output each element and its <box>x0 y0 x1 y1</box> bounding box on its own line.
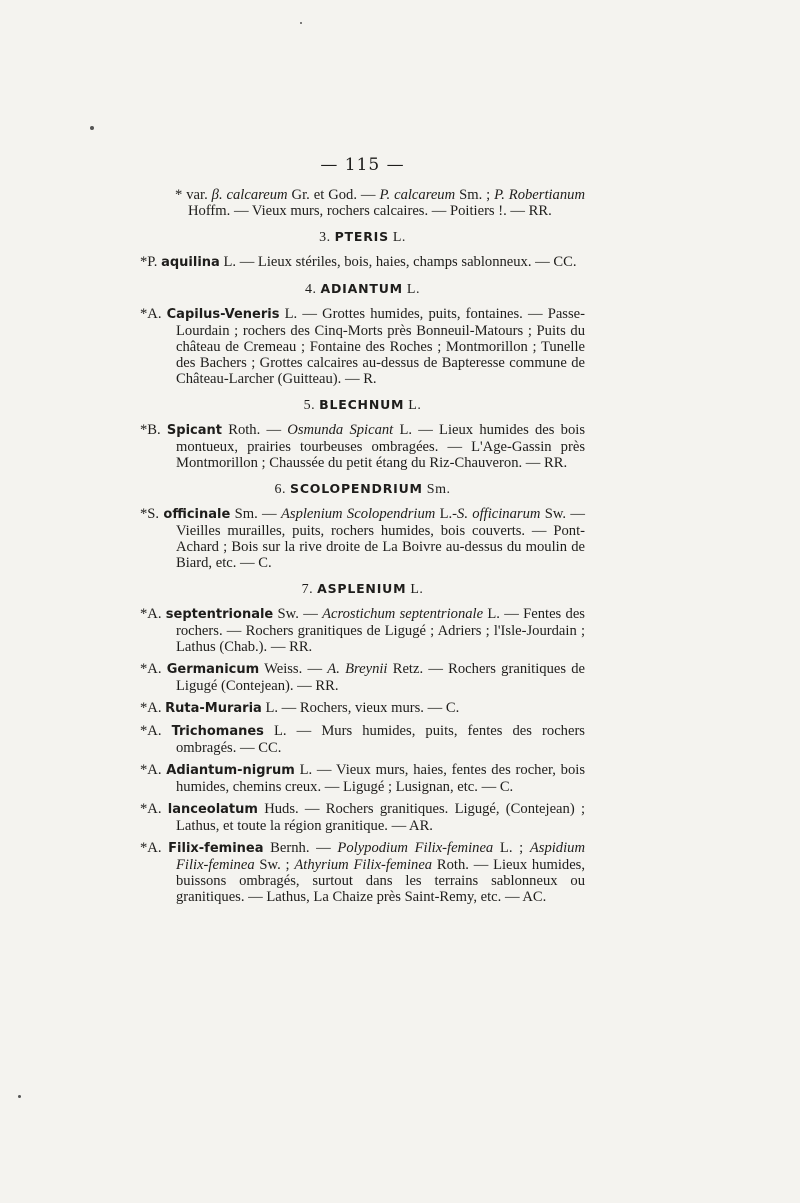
entry-text: *A. <box>140 801 168 817</box>
entry-text: *A. <box>140 762 167 778</box>
species-name: septentrionale <box>165 607 274 622</box>
entry-text: L. — Grottes humides, puits, fontaines. — Passe-Lourdain ; rochers des Cinq-Morts près Bonneuil-Matours ; Puits du château de Cremeau ; Fontaine des Roches ; Montmorillon ; Tunelle des Bachers ; Grottes calcaires au-dessus de Bapteresse commune de Château-Larcher (Guitteau). — R. <box>176 306 585 387</box>
synonym: S. officinarum <box>457 506 541 522</box>
species-name: Filix-feminea <box>168 841 264 856</box>
genus-name: ASPLENIUM <box>317 581 407 596</box>
species-entry <box>140 254 585 271</box>
entry-text: L. — Murs humides, puits, fentes des rochers ombragés. — CC. <box>176 723 585 756</box>
page-body <box>140 187 585 905</box>
genus-auth: Sm. <box>426 482 451 497</box>
species-entry <box>140 723 585 756</box>
speck <box>90 126 94 130</box>
species-name: aquilina <box>161 255 220 270</box>
genus-heading <box>140 481 585 498</box>
entry-text: Gr. et God. — <box>287 187 380 203</box>
species-entry <box>140 801 585 834</box>
entry-text: Bernh. — <box>263 840 338 856</box>
synonym: Polypodium Filix-feminea <box>337 840 494 856</box>
genus-name: SCOLOPENDRIUM <box>290 481 423 496</box>
entry-text: L.- <box>435 506 458 522</box>
entry-text: *A. <box>140 840 169 856</box>
entry-text: Weiss. — <box>259 661 328 677</box>
species-name: Capilus-Veneris <box>166 307 280 322</box>
genus-heading <box>140 397 585 414</box>
synonym: P. Robertianum <box>494 187 585 203</box>
species-entry <box>140 840 585 905</box>
entry-text: Sw. — Vieilles murailles, puits, rochers humides, bois couverts. — Pont-Achard ; Bois sur la rive droite de La Boivre au-dessus du moulin de Biard, etc. — C. <box>176 506 585 571</box>
entry-text: L. — Fentes des rochers. — Rochers granitiques de Ligugé ; Adriers ; l'Isle-Jourdain ; Lathus (Chab.). — RR. <box>176 606 585 655</box>
species-entry <box>140 661 585 694</box>
genus-heading <box>140 281 585 298</box>
entry-text: *A. <box>140 661 167 677</box>
synonym: β. calcareum <box>211 187 288 203</box>
species-name: Trichomanes <box>171 724 264 739</box>
genus-auth: L. <box>408 398 422 413</box>
page-content <box>140 155 585 911</box>
entry-text: L. — Rochers, vieux murs. — C. <box>261 700 460 716</box>
genus-name: PTERIS <box>334 229 389 244</box>
entry-text: Retz. — Rochers granitiques de Ligugé (Contejean). — RR. <box>176 661 586 694</box>
genus-heading <box>140 581 585 598</box>
entry-text: Huds. — Rochers granitiques. Ligugé, (Contejean) ; Lathus, et toute la région granitique. — AR. <box>176 801 585 834</box>
entry-text: Sm. — <box>230 506 281 522</box>
entry-text: L. — Lieux stériles, bois, haies, champs sablonneux. — CC. <box>219 254 577 270</box>
species-entry <box>140 606 585 655</box>
species-entry <box>140 506 585 571</box>
entry-text: L. — Vieux murs, haies, fentes des rocher, bois humides, chemins creux. — Ligugé ; Lusignan, etc. — C. <box>176 762 585 795</box>
entry-text: *B. <box>140 422 167 438</box>
synonym: Aspidium Filix-feminea <box>176 840 585 873</box>
species-name: Adiantum-nigrum <box>166 763 295 778</box>
synonym: Acrostichum septentrionale <box>322 606 484 622</box>
genus-name: ADIANTUM <box>320 281 403 296</box>
species-name: officinale <box>163 507 231 522</box>
entry-text: L. — Lieux humides des bois montueux, prairies tourbeuses ombragées. — L'Age-Gassin près Montmorillon ; Chaussée du petit étang du Riz-Chauveron. — RR. <box>176 422 585 471</box>
entry-text: *A. <box>140 700 166 716</box>
synonym: Osmunda Spicant <box>287 422 394 438</box>
genus-auth: L. <box>406 282 420 297</box>
speck <box>300 22 302 24</box>
synonym: Athyrium Filix-feminea <box>294 857 433 873</box>
genus-num: 5. <box>303 398 316 413</box>
entry-text: *A. <box>140 723 172 739</box>
species-entry <box>140 422 585 471</box>
species-name: Spicant <box>166 423 222 438</box>
synonym: P. calcareum <box>379 187 456 203</box>
synonym: Asplenium Scolopendrium <box>280 506 436 522</box>
genus-auth: L. <box>392 230 406 245</box>
entry-text: Roth. — Lieux humides, buissons ombragés, surtout dans les terrains sablonneux ou granitiques. — Lathus, La Chaize près Saint-Remy, etc. — AC. <box>176 857 586 905</box>
species-name: Ruta-Muraria <box>165 701 262 716</box>
genus-num: 7. <box>301 582 314 597</box>
page-number: — 115 — <box>320 155 405 175</box>
species-name: lanceolatum <box>167 802 258 817</box>
entry-text: *A. <box>140 606 166 622</box>
species-entry <box>140 762 585 795</box>
entry-text: Sm. ; <box>455 187 495 203</box>
entry-text: Sw. ; <box>254 857 295 873</box>
continued-entry <box>140 187 585 219</box>
entry-text: Roth. — <box>221 422 288 438</box>
entry-text: *P. <box>140 254 162 270</box>
synonym: A. Breynii <box>327 661 388 677</box>
entry-text: L. ; <box>493 840 530 856</box>
genus-heading <box>140 229 585 246</box>
entry-text: *S. <box>140 506 164 522</box>
genus-num: 3. <box>319 230 331 245</box>
speck <box>18 1095 21 1098</box>
species-name: Germanicum <box>166 662 260 677</box>
genus-name: BLECHNUM <box>319 397 405 412</box>
species-entry <box>140 306 585 387</box>
genus-num: 6. <box>274 482 287 497</box>
genus-auth: L. <box>410 582 424 597</box>
entry-text: * var. <box>175 187 212 203</box>
entry-text: Hoffm. — Vieux murs, rochers calcaires. — Poitiers !. — RR. <box>188 203 552 219</box>
species-entry <box>140 700 585 717</box>
entry-text: *A. <box>140 306 167 322</box>
entry-text: Sw. — <box>273 606 323 622</box>
genus-num: 4. <box>305 282 317 297</box>
